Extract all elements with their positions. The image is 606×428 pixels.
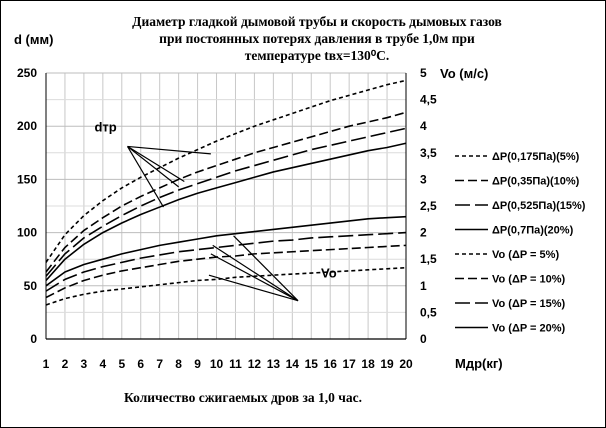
series-lines	[46, 80, 406, 305]
series-line	[46, 265, 406, 305]
x-tick-label: 6	[137, 357, 145, 371]
x-tick-label: 3	[80, 357, 88, 371]
x-tick-label: 5	[118, 357, 126, 371]
annotation-label-vo: Vo	[321, 265, 337, 281]
y-left-tick-label: 200	[16, 119, 37, 134]
y-left-tick-label: 250	[16, 66, 37, 80]
y-left-tick-label: 50	[23, 278, 37, 293]
x-tick-label: 13	[266, 357, 281, 371]
y-left-tick-label: 100	[16, 225, 37, 240]
legend-label: ΔP(0,175Па)(5%)	[492, 151, 580, 163]
x-tick-label: 8	[175, 357, 182, 371]
legend-label: Vo (ΔP = 15%)	[492, 298, 566, 310]
x-tick-label: 7	[156, 357, 164, 371]
x-tick-label: 2	[61, 357, 69, 371]
annotation-pointer-line	[127, 146, 163, 207]
y-right-axis-title: Vo (м/с)	[440, 66, 489, 81]
y-right-tick-label: 5	[420, 66, 427, 80]
x-axis-title: Мдр(кг)	[455, 356, 503, 371]
y-right-tick-label: 2	[420, 225, 427, 240]
x-tick-label: 19	[380, 357, 394, 371]
grid	[46, 73, 406, 339]
y-right-tick-label: 0,5	[420, 305, 437, 320]
bottom-caption: Количество сжигаемых дров за 1,0 час.	[124, 390, 362, 405]
x-tick-label: 9	[194, 357, 201, 371]
x-tick-label: 4	[99, 357, 107, 371]
y-right-tick-label: 1	[420, 278, 427, 293]
y-right-tick-label: 2,5	[420, 199, 437, 213]
y-left-tick-label: 150	[16, 172, 37, 187]
chart-border	[1, 1, 606, 428]
legend-label: ΔP(0,525Па)(15%)	[492, 200, 586, 212]
y-right-tick-label: 3,5	[420, 145, 437, 160]
x-tick-label: 11	[229, 357, 242, 371]
x-tick-label: 20	[399, 357, 413, 371]
y-right-tick-label: 4	[420, 119, 427, 134]
x-tick-label: 1	[42, 357, 50, 371]
y-right-tick-label: 0	[420, 332, 427, 346]
x-tick-label: 12	[247, 357, 262, 371]
x-tick-label: 17	[342, 357, 356, 371]
chart-title-line-3: температуре tвх=130⁰С.	[244, 48, 390, 63]
annotation-pointer-line	[127, 146, 184, 181]
y-left-tick-label: 0	[30, 332, 37, 346]
legend-label: ΔP(0,7Па)(20%)	[492, 224, 574, 237]
y-right-tick-label: 1,5	[420, 252, 437, 267]
x-tick-label: 14	[285, 357, 299, 371]
legend-label: Vo (ΔP = 10%)	[492, 273, 566, 286]
x-tick-label: 10	[209, 357, 224, 371]
y-left-axis-title: d (мм)	[14, 32, 54, 47]
x-tick-label: 18	[361, 357, 375, 371]
annotations	[94, 119, 336, 300]
y-right-tick-label: 3	[420, 172, 427, 187]
x-tick-label: 15	[304, 357, 318, 371]
legend-label: Vo (ΔP = 5%)	[492, 249, 560, 261]
annotation-label-dtr: dтр	[94, 119, 117, 135]
chart-title-line-2: при постоянных потерях давления в трубе 1,0м при	[159, 31, 475, 46]
legend-label: Vo (ΔP = 20%)	[492, 322, 566, 335]
y-right-tick-label: 4,5	[420, 92, 437, 107]
x-tick-label: 16	[323, 357, 337, 371]
chart-title-line-1: Диаметр гладкой дымовой трубы и скорость дымовых газов	[132, 14, 502, 29]
legend-label: ΔP(0,35Па)(10%)	[492, 175, 580, 188]
legend	[455, 151, 586, 335]
